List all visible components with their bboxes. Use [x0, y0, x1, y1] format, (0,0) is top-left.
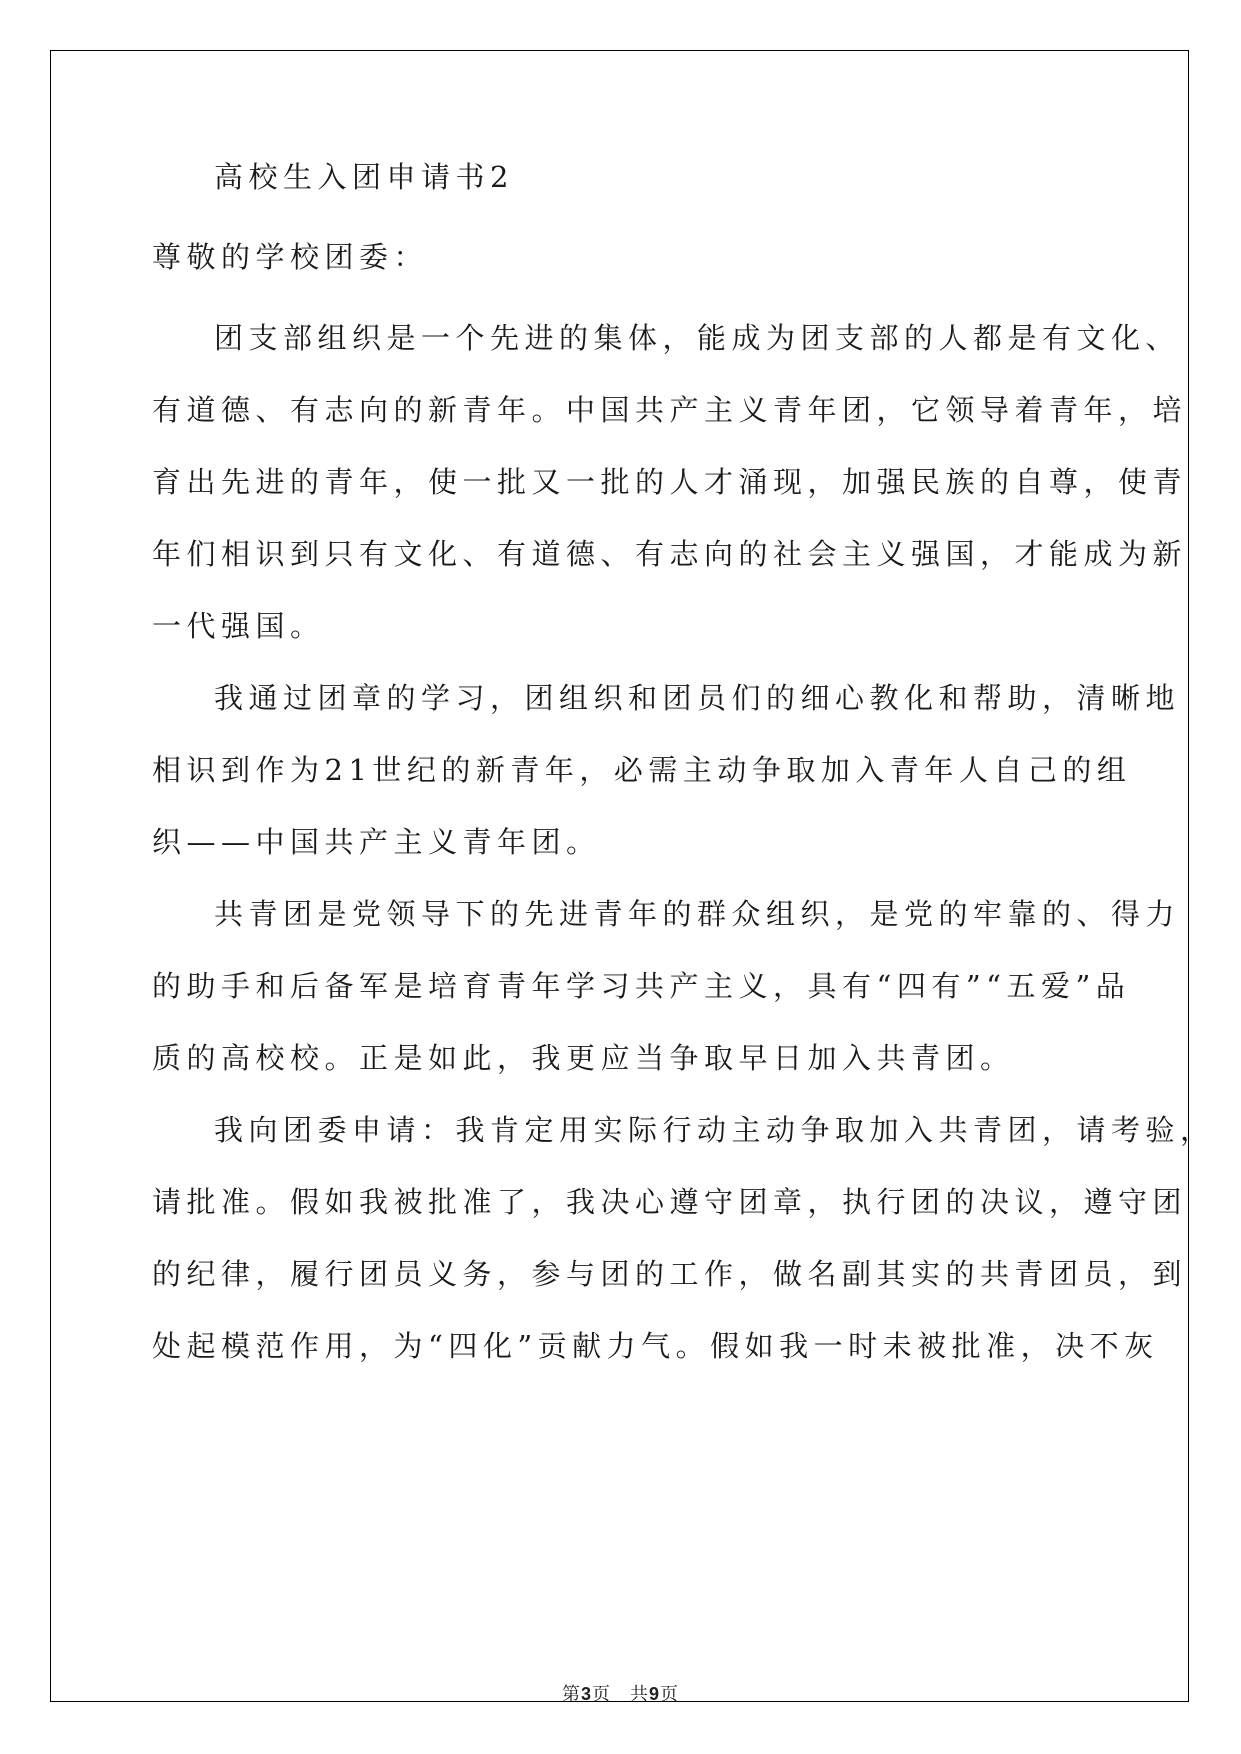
- document-title: 高校生入团申请书2: [214, 160, 514, 194]
- paragraph-line: 育出先进的青年，使一批又一批的人才涌现，加强民族的自尊，使青: [152, 465, 1188, 499]
- footer-page-number: 3: [580, 1684, 592, 1704]
- footer-middle: 页 共: [592, 1684, 649, 1705]
- paragraph-line: 处起模范作用，为“四化”贡献力气。假如我一时未被批准，决不灰: [152, 1329, 1159, 1363]
- paragraph-line: 质的高校校。正是如此，我更应当争取早日加入共青团。: [152, 1041, 1015, 1075]
- page-frame: [50, 50, 1189, 1702]
- paragraph-line: 一代强国。: [152, 609, 325, 643]
- paragraph-line: 年们相识到只有文化、有道德、有志向的社会主义强国，才能成为新: [152, 537, 1188, 571]
- paragraph-line: 有道德、有志向的新青年。中国共产主义青年团，它领导着青年，培: [152, 393, 1188, 427]
- paragraph-line: 的助手和后备军是培育青年学习共产主义，具有“四有”“五爱”品: [152, 969, 1131, 1003]
- paragraph-line: 请批准。假如我被批准了，我决心遵守团章，执行团的决议，遵守团: [152, 1185, 1188, 1219]
- paragraph-line: 相识到作为21世纪的新青年，必需主动争取加入青年人自己的组: [152, 753, 1132, 787]
- paragraph-line: 团支部组织是一个先进的集体，能成为团支部的人都是有文化、: [214, 321, 1181, 355]
- salutation: 尊敬的学校团委：: [152, 240, 429, 274]
- footer-total-pages: 9: [649, 1684, 661, 1704]
- footer-prefix: 第: [561, 1684, 581, 1705]
- paragraph-line: 共青团是党领导下的先进青年的群众组织，是党的牢靠的、得力: [214, 897, 1181, 931]
- paragraph-line: 的纪律，履行团员义务，参与团的工作，做名副其实的共青团员，到: [152, 1257, 1188, 1291]
- paragraph-line: 我向团委申请：我肯定用实际行动主动争取加入共青团，请考验，: [214, 1113, 1215, 1147]
- paragraph-line: 织——中国共产主义青年团。: [152, 825, 601, 859]
- footer-suffix: 页: [660, 1684, 680, 1705]
- paragraph-line: 我通过团章的学习，团组织和团员们的细心教化和帮助，清晰地: [214, 681, 1181, 715]
- page-footer: [0, 1680, 1241, 1706]
